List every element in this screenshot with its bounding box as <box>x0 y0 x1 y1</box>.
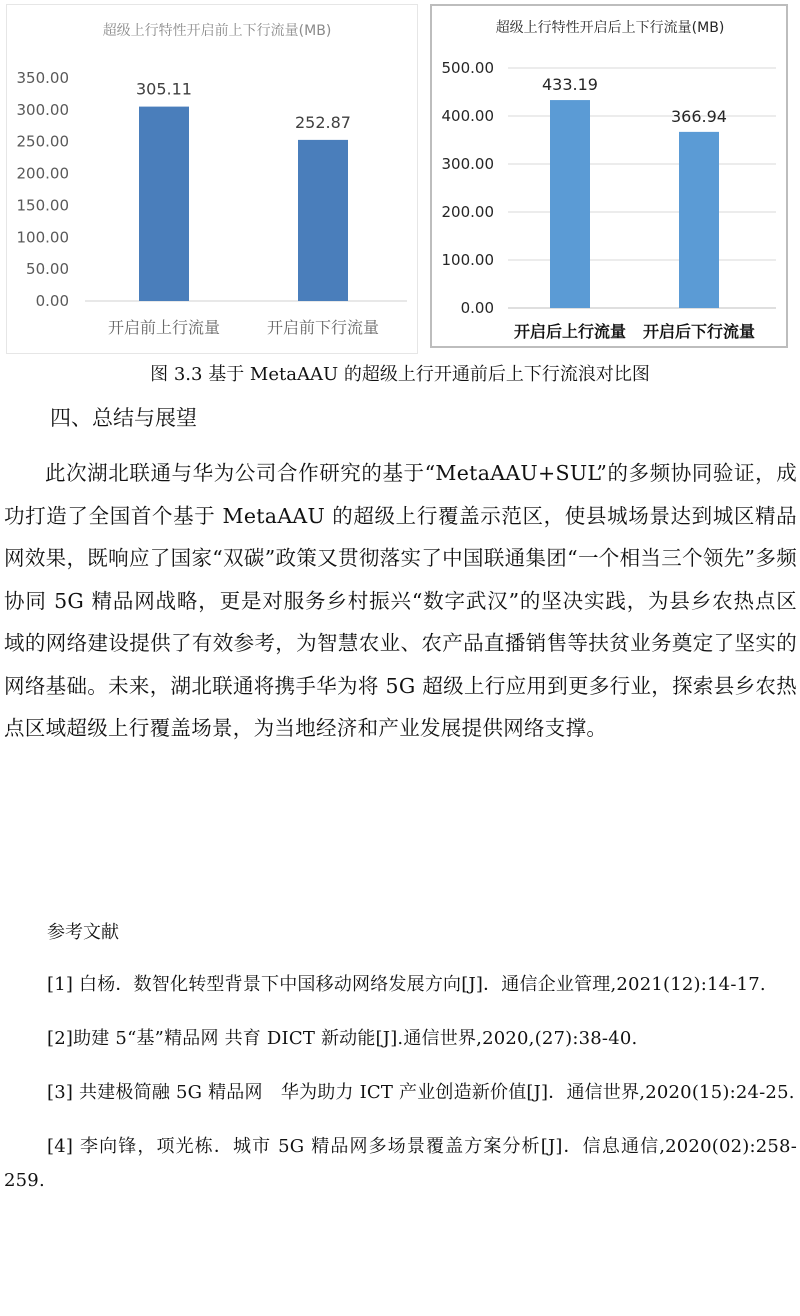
reference-item: [1] 白杨．数智化转型背景下中国移动网络发展方向[J]．通信企业管理,2021(12):14-17. <box>47 974 766 995</box>
y-tick-label: 0.00 <box>460 299 494 317</box>
y-tick-label: 100.00 <box>441 251 494 269</box>
y-tick-label: 300.00 <box>16 100 69 119</box>
body-paragraph: 此次湖北联通与华为公司合作研究的基于“MetaAAU+SUL”的多频协同验证，成功打造了全国首个基于 MetaAAU 的超级上行覆盖示范区，使县城场景达到城区精品网效果，既响应了国家“双碳”政策又贯彻落实了中国联通集团“一个相当三个领先”多频协同 5G 精品网战略，更是对服务乡村振兴“数字武汉”的坚决实践，为县乡农热点区域的网络建设提供了有效参考，为智慧农业、农产品直播销售等扶贫业务奠定了坚实的网络基础。未来，湖北联通将携手华为将 5G 超级上行应用到更多行业，探索县乡农热点区域超级上行覆盖场景，为当地经济和产业发展提供网络支撑。 <box>4 461 797 740</box>
references-title: 参考文献 <box>47 922 119 943</box>
chart-after-svg <box>432 6 786 346</box>
chart-before-svg <box>7 5 417 353</box>
y-tick-label: 0.00 <box>35 292 69 310</box>
bar-value-label: 305.11 <box>136 79 192 99</box>
bar-value-label: 366.94 <box>671 106 727 126</box>
references-list <box>4 968 797 1218</box>
x-category-label: 开启前上行流量 <box>107 318 221 337</box>
bar <box>550 100 590 308</box>
bar-value-label: 252.87 <box>295 112 351 132</box>
bar-value-label: 433.19 <box>542 75 598 95</box>
chart-title: 超级上行特性开启前上下行流量(MB) <box>102 23 332 39</box>
bar <box>298 140 348 301</box>
chart-before <box>6 4 418 354</box>
y-tick-label: 200.00 <box>441 203 494 221</box>
figure-caption: 图 3.3 基于 MetaAAU 的超级上行开通前后上下行流浪对比图 <box>150 364 650 385</box>
y-tick-label: 300.00 <box>441 155 494 173</box>
y-tick-label: 500.00 <box>441 59 494 77</box>
chart-after <box>430 4 788 348</box>
x-category-label: 开启前下行流量 <box>266 318 380 337</box>
bar <box>679 132 719 308</box>
bar <box>139 107 189 301</box>
y-tick-label: 50.00 <box>26 260 69 279</box>
y-tick-label: 350.00 <box>16 69 69 87</box>
y-tick-label: 200.00 <box>16 164 69 183</box>
y-tick-label: 250.00 <box>16 132 69 151</box>
y-tick-label: 400.00 <box>441 107 494 125</box>
reference-item: [4] 李向锋，项光栋．城市 5G 精品网多场景覆盖方案分析[J]．信息通信,2020(02):258-259. <box>4 1136 797 1191</box>
reference-item: [2]助建 5“基”精品网 共育 DICT 新动能[J].通信世界,2020,(27):38-40. <box>47 1028 638 1049</box>
y-tick-label: 150.00 <box>16 196 69 215</box>
x-category-label: 开启后下行流量 <box>642 322 756 341</box>
chart-title: 超级上行特性开启后上下行流量(MB) <box>495 20 725 36</box>
reference-item: [3] 共建极简融 5G 精品网 华为助力 ICT 产业创造新价值[J]．通信世界,2020(15):24-25. <box>47 1082 795 1103</box>
y-tick-label: 100.00 <box>16 228 69 247</box>
section-heading: 四、总结与展望 <box>50 406 197 430</box>
x-category-label: 开启后上行流量 <box>513 322 627 341</box>
